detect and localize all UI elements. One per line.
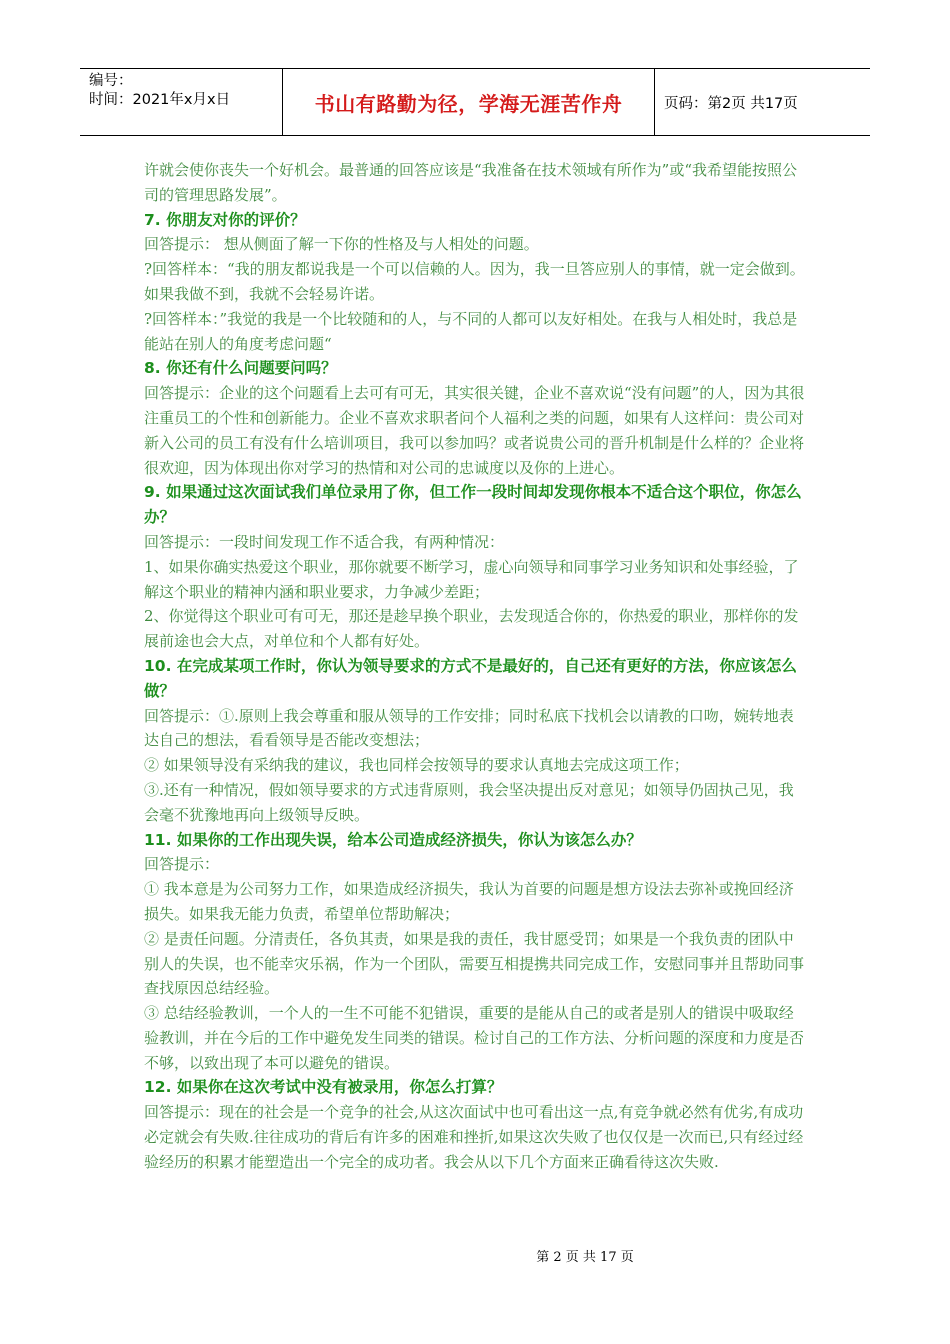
paragraph: ③.还有一种情况，假如领导要求的方式违背原则，我会坚决提出反对意见；如领导仍固执己见，我会毫不犹豫地再向上级领导反映。	[144, 780, 794, 824]
question-heading: 10. 在完成某项工作时，你认为领导要求的方式不是最好的，自己还有更好的方法，你应该怎么做？	[144, 656, 797, 700]
paragraph: 回答提示： 想从侧面了解一下你的性格及与人相处的问题。	[144, 235, 539, 254]
header-motto: 书山有路勤为径，学海无涯苦作舟	[283, 69, 655, 135]
paragraph: 回答提示：一段时间发现工作不适合我，有两种情况：	[144, 532, 505, 551]
header-meta	[80, 69, 283, 135]
paragraph: 2、你觉得这个职业可有可无，那还是趁早换个职业，去发现适合你的，你热爱的职业，那样你的发展前途也会大点，对单位和个人都有好处。	[144, 607, 799, 651]
document-date: 时间：2021年x月x日	[89, 92, 231, 108]
paragraph: 回答提示：现在的社会是一个竞争的社会,从这次面试中也可看出这一点,有竞争就必然有优劣,有成功必定就会有失败.往往成功的背后有许多的困难和挫折,如果这次失败了也仅仅是一次而已,只有经过经验经历的积累才能塑造出一个完全的成功者。我会从以下几个方面来正确看待这次失败.	[144, 1103, 804, 1171]
paragraph: 许就会使你丧失一个好机会。最普通的回答应该是“我准备在技术领域有所作为”或“我希望能按照公司的管理思路发展”。	[144, 161, 798, 204]
question-heading: 7. 你朋友对你的评价？	[144, 210, 306, 229]
paragraph: 回答提示：企业的这个问题看上去可有可无，其实很关键，企业不喜欢说“没有问题”的人，因为其很注重员工的个性和创新能力。企业不喜欢求职者问个人福利之类的问题，如果有人这样问：贵公司对新入公司的员工有没有什么培训项目，我可以参加吗？或者说贵公司的晋升机制是什么样的？企业将很欢迎，因为体现出你对学习的热情和对公司的忠诚度以及你的上进心。	[144, 384, 805, 477]
page-footer	[0, 1246, 950, 1265]
paragraph: ② 是责任问题。分清责任，各负其责，如果是我的责任，我甘愿受罚；如果是一个我负责的团队中别人的失误，也不能幸灾乐祸，作为一个团队，需要互相提携共同完成工作，安慰同事并且帮助同事查找原因总结经验。	[144, 929, 805, 998]
page-number: 第 2 页 共 17 页	[536, 1250, 634, 1265]
paragraph: 回答提示：①.原则上我会尊重和服从领导的工作安排；同时私底下找机会以请教的口吻，婉转地表达自己的想法，看看领导是否能改变想法；	[144, 706, 794, 750]
question-heading: 12. 如果你在这次考试中没有被录用，你怎么打算？	[144, 1078, 503, 1097]
paragraph: 回答提示：	[144, 855, 220, 874]
document-number-label: 编号：	[89, 73, 133, 89]
header-page-info: 页码：第2页 共17页	[664, 95, 798, 112]
paragraph: ② 如果领导没有采纳我的建议，我也同样会按领导的要求认真地去完成这项工作；	[144, 756, 689, 775]
paragraph: 1、如果你确实热爱这个职业，那你就要不断学习，虚心向领导和同事学习业务知识和处事经验，了解这个职业的精神内涵和职业要求，力争减少差距；	[144, 557, 799, 601]
question-heading: 9. 如果通过这次面试我们单位录用了你，但工作一段时间却发现你根本不适合这个职位，你怎么办？	[144, 483, 802, 527]
paragraph: ③ 总结经验教训，一个人的一生不可能不犯错误，重要的是能从自己的或者是别人的错误中吸取经验教训，并在今后的工作中避免发生同类的错误。检讨自己的工作方法、分析问题的深度和力度是否不够，以致出现了本可以避免的错误。	[144, 1004, 805, 1072]
paragraph: ① 我本意是为公司努力工作，如果造成经济损失，我认为首要的问题是想方设法去弥补或挽回经济损失。如果我无能力负责，希望单位帮助解决；	[144, 880, 794, 923]
question-heading: 8. 你还有什么问题要问吗？	[144, 359, 337, 378]
page-header	[80, 68, 870, 136]
paragraph: ?回答样本：”我觉的我是一个比较随和的人，与不同的人都可以友好相处。在我与人相处时，我总是能站在别人的角度考虑问题“	[144, 309, 798, 353]
paragraph: ?回答样本：“我的朋友都说我是一个可以信赖的人。因为，我一旦答应别人的事情，就一定会做到。如果我做不到，我就不会轻易许诺。	[144, 260, 805, 303]
question-heading: 11. 如果你的工作出现失误，给本公司造成经济损失，你认为该怎么办？	[144, 830, 642, 849]
document-body	[144, 158, 806, 1175]
